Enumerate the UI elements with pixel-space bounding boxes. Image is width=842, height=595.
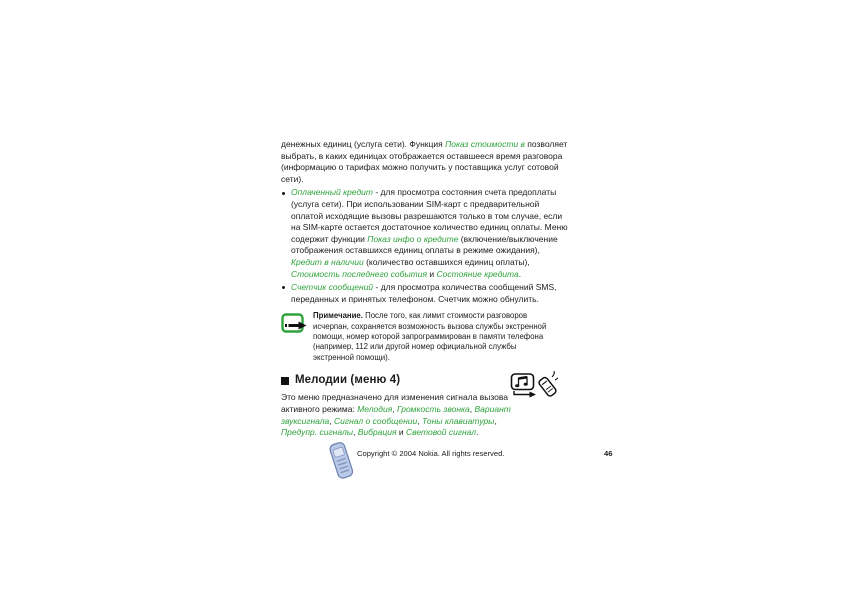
note-text	[313, 311, 557, 362]
feature-list	[281, 187, 573, 305]
text-segment: ,	[494, 415, 497, 426]
menu-term: Мелодия	[357, 403, 393, 414]
list-item	[281, 187, 573, 280]
menu-term: Счетчик сообщений	[291, 282, 374, 293]
menu-term: Оплаченный кредит	[291, 187, 373, 198]
intro-paragraph	[281, 139, 573, 185]
menu-term: Предупр. сигналы	[281, 427, 354, 438]
copyright-text: Copyright © 2004 Nokia. All rights reserved.	[357, 449, 505, 458]
nokia-phone-icon	[326, 440, 356, 482]
text-segment: ,	[417, 415, 422, 426]
menu-term: Вариант звуксигнала	[281, 403, 511, 426]
menu-term: Показ стоимости в	[445, 139, 525, 149]
list-item-text	[291, 282, 557, 304]
black-square-marker	[281, 377, 289, 385]
list-item	[281, 282, 573, 305]
section-paragraph	[281, 392, 521, 438]
text-segment: ,	[329, 415, 335, 426]
text-segment: Это меню предназначено для изменения сигнала вызова активного режима:	[281, 392, 509, 414]
note-callout	[281, 311, 573, 362]
text-segment: ,	[469, 403, 475, 414]
text-segment: (включение/выключение отображения оставшихся единиц оплаты в режиме ожидания),	[291, 233, 558, 256]
text-segment: и	[396, 427, 407, 438]
menu-term: Вибрация	[357, 427, 397, 438]
text-segment: После того, как лимит стоимости разговоров исчерпан, сохраняется возможность вызова службы экстренной помощи, номер которой запрограммирован в памяти телефона (например, 112 или другой номер официальной службы экстренной помощи).	[313, 311, 547, 362]
list-item-text	[291, 187, 568, 278]
menu-term: Показ инфо о кредите	[367, 233, 459, 244]
menu-term: Громкость звонка	[396, 403, 470, 414]
page-body	[281, 139, 573, 439]
text-segment: денежных единиц (услуга сети). Функция	[281, 139, 446, 149]
page-number: 46	[604, 449, 613, 458]
menu-term: Сигнал о сообщении	[334, 415, 418, 426]
menu-term: Состояние кредита	[436, 268, 519, 279]
tones-section	[281, 375, 573, 439]
text-segment: - для просмотра количества сообщений SMS, переданных и принятых телефоном. Счетчик можно обнулить.	[291, 282, 557, 304]
section-title: Мелодии (меню 4)	[295, 373, 401, 386]
musical-notes-ringing-phone-icon	[510, 371, 558, 401]
text-segment: ,	[353, 427, 358, 438]
menu-term: Стоимость последнего события	[291, 268, 428, 279]
text-segment: позволяет выбрать, в каких единицах отображается оставшееся время разговора (информацию о тарифах можно получить у поставщика услуг сотовой сети).	[281, 139, 568, 184]
text-segment: ,	[392, 403, 397, 414]
bullet-marker	[282, 192, 285, 195]
text-segment: - для просмотра состояния счета предоплаты (услуга сети). При использовании SIM-карт с предварительной оплатой исходящие вызовы разрешаются только в том случае, если на SIM-карте остается достаточное количество единиц оплаты. Меню содержит функции	[291, 187, 568, 244]
text-segment: .	[476, 427, 479, 438]
bullet-marker	[282, 286, 285, 289]
menu-term: Тоны клавиатуры	[421, 415, 495, 426]
menu-term: Кредит в наличии	[291, 256, 364, 267]
text-segment: .	[518, 268, 522, 279]
note-arrow-icon	[281, 313, 308, 336]
text-segment: и	[427, 268, 437, 279]
text-segment: (количество оставшихся единиц оплаты),	[363, 256, 530, 267]
menu-term: Световой сигнал	[406, 427, 477, 438]
bold-label: Примечание.	[313, 311, 363, 321]
